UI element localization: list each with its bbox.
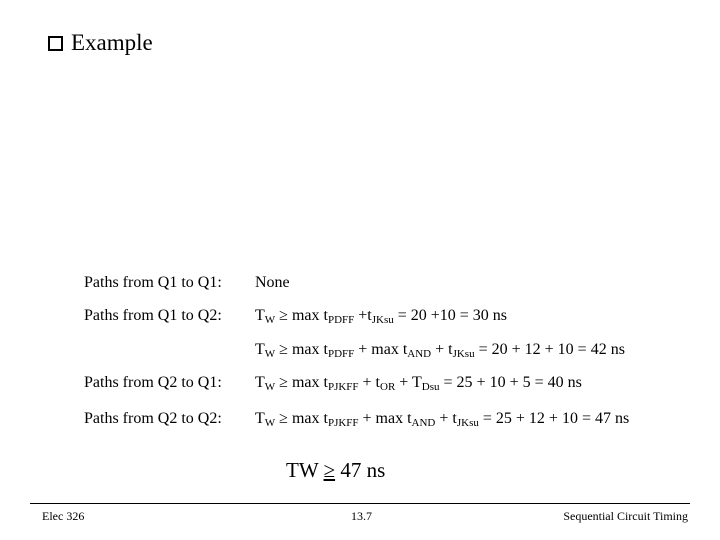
subscript: OR bbox=[380, 381, 396, 393]
path-expression bbox=[255, 341, 625, 359]
expression-text: + t bbox=[358, 374, 380, 391]
result-lhs: TW bbox=[286, 458, 324, 482]
expression-text: T bbox=[255, 307, 265, 324]
footer-divider bbox=[30, 503, 690, 504]
subscript: JKsu bbox=[456, 417, 479, 429]
expression-text: +t bbox=[354, 307, 372, 324]
expression-text: T bbox=[255, 341, 265, 358]
expression-text: ≥ max t bbox=[275, 410, 328, 427]
expression-text: None bbox=[255, 274, 290, 291]
footer-course: Elec 326 bbox=[42, 509, 85, 523]
expression-text: T bbox=[255, 374, 265, 391]
path-expression bbox=[255, 410, 629, 428]
path-label: Paths from Q2 to Q2: bbox=[84, 410, 222, 427]
subscript: Dsu bbox=[421, 381, 440, 393]
expression-text: ≥ max t bbox=[275, 374, 328, 391]
result-equation bbox=[286, 458, 385, 483]
checkbox-icon bbox=[48, 36, 63, 51]
slide-title bbox=[48, 30, 153, 56]
expression-text: + max t bbox=[354, 341, 408, 358]
subscript: PJKFF bbox=[327, 381, 359, 393]
path-label: Paths from Q2 to Q1: bbox=[84, 374, 222, 391]
expression-text: ≥ max t bbox=[275, 341, 328, 358]
expression-text: = 25 + 10 + 5 = 40 ns bbox=[439, 374, 582, 391]
expression-text: + t bbox=[435, 410, 457, 427]
expression-text: + t bbox=[431, 341, 453, 358]
subscript: W bbox=[264, 314, 276, 326]
path-label: Paths from Q1 to Q1: bbox=[84, 274, 222, 291]
subscript: JKsu bbox=[452, 348, 475, 360]
expression-text: = 20 +10 = 30 ns bbox=[393, 307, 508, 324]
subscript: JKsu bbox=[371, 314, 394, 326]
footer-page-number: 13.7 bbox=[351, 509, 372, 523]
subscript: PDFF bbox=[327, 348, 355, 360]
path-expression bbox=[255, 374, 582, 392]
footer-topic: Sequential Circuit Timing bbox=[563, 509, 688, 523]
expression-text: ≥ max t bbox=[275, 307, 328, 324]
expression-text: = 20 + 12 + 10 = 42 ns bbox=[474, 341, 625, 358]
path-expression bbox=[255, 274, 290, 292]
subscript: PDFF bbox=[327, 314, 355, 326]
subscript: AND bbox=[411, 417, 436, 429]
subscript: W bbox=[264, 417, 276, 429]
result-rhs: 47 ns bbox=[335, 458, 386, 482]
result-operator: ≥ bbox=[323, 458, 336, 482]
path-expression bbox=[255, 307, 507, 325]
expression-text: + max t bbox=[358, 410, 412, 427]
subscript: AND bbox=[407, 348, 432, 360]
subscript: PJKFF bbox=[327, 417, 359, 429]
subscript: W bbox=[264, 348, 276, 360]
expression-text: + T bbox=[395, 374, 422, 391]
path-label: Paths from Q1 to Q2: bbox=[84, 307, 222, 324]
subscript: W bbox=[264, 381, 276, 393]
slide-title-text: Example bbox=[71, 30, 153, 55]
expression-text: = 25 + 12 + 10 = 47 ns bbox=[478, 410, 630, 427]
expression-text: T bbox=[255, 410, 265, 427]
